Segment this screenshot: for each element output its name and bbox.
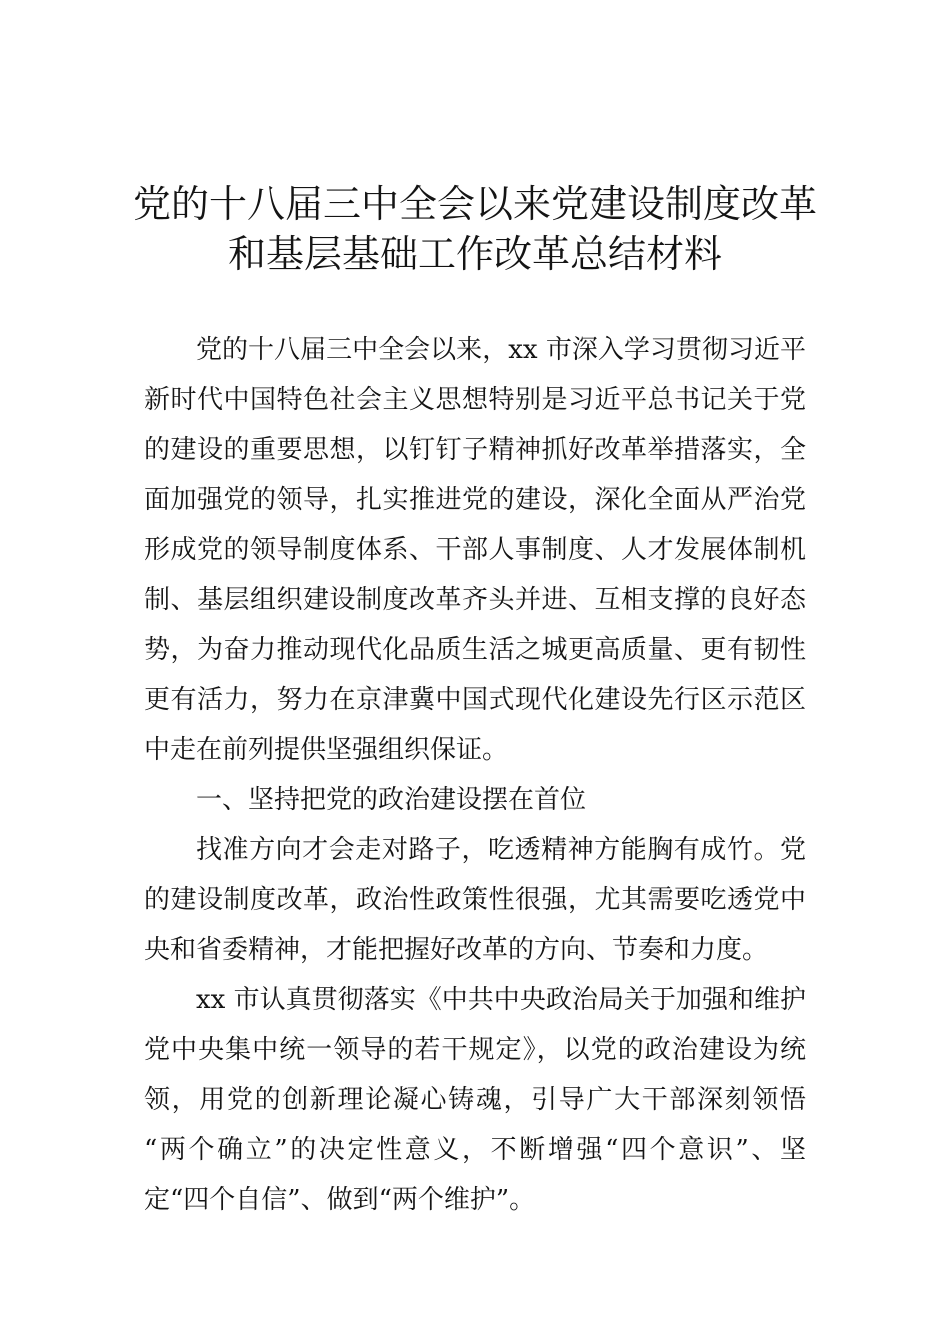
paragraph-line: 领，用党的创新理论凝心铸魂，引导广大干部深刻领悟 xyxy=(144,1085,806,1115)
paragraph-line: 央和省委精神，才能把握好改革的方向、节奏和力度。 xyxy=(144,935,769,965)
paragraph-line: 的建设的重要思想，以钉钉子精神抓好改革举措落实，全 xyxy=(144,435,806,465)
paragraph-line: 中走在前列提供坚强组织保证。 xyxy=(144,735,509,765)
paragraph-line: 找准方向才会走对路子，吃透精神方能胸有成竹。党 xyxy=(196,835,806,865)
paragraph-line: 更有活力，努力在京津冀中国式现代化建设先行区示范区 xyxy=(144,685,806,715)
paragraph-line: 面加强党的领导，扎实推进党的建设，深化全面从严治党 xyxy=(144,485,806,515)
paragraph-line: xx 市认真贯彻落实《中共中央政治局关于加强和维护 xyxy=(196,985,806,1015)
paragraph-line: 的建设制度改革，政治性政策性很强，尤其需要吃透党中 xyxy=(144,885,806,915)
paragraph-line: 新时代中国特色社会主义思想特别是习近平总书记关于党 xyxy=(144,385,806,415)
paragraph-line: 势，为奋力推动现代化品质生活之城更高质量、更有韧性 xyxy=(144,635,806,665)
paragraph-line: 党中央集中统一领导的若干规定》，以党的政治建设为统 xyxy=(144,1035,806,1065)
document-title-line-2: 和基层基础工作改革总结材料 xyxy=(227,232,722,276)
section-heading: 一、坚持把党的政治建设摆在首位 xyxy=(196,785,587,815)
document-title-line-1: 党的十八届三中全会以来党建设制度改革 xyxy=(132,182,817,226)
paragraph-line: 制、基层组织建设制度改革齐头并进、互相支撑的良好态 xyxy=(144,585,806,615)
paragraph-line: “两个确立”的决定性意义，不断增强“四个意识”、坚 xyxy=(144,1135,806,1165)
paragraph-line: 定“四个自信”、做到“两个维护”。 xyxy=(144,1185,536,1215)
paragraph-line: 形成党的领导制度体系、干部人事制度、人才发展体制机 xyxy=(144,535,806,565)
paragraph-line: 党的十八届三中全会以来，xx 市深入学习贯彻习近平 xyxy=(196,335,806,365)
